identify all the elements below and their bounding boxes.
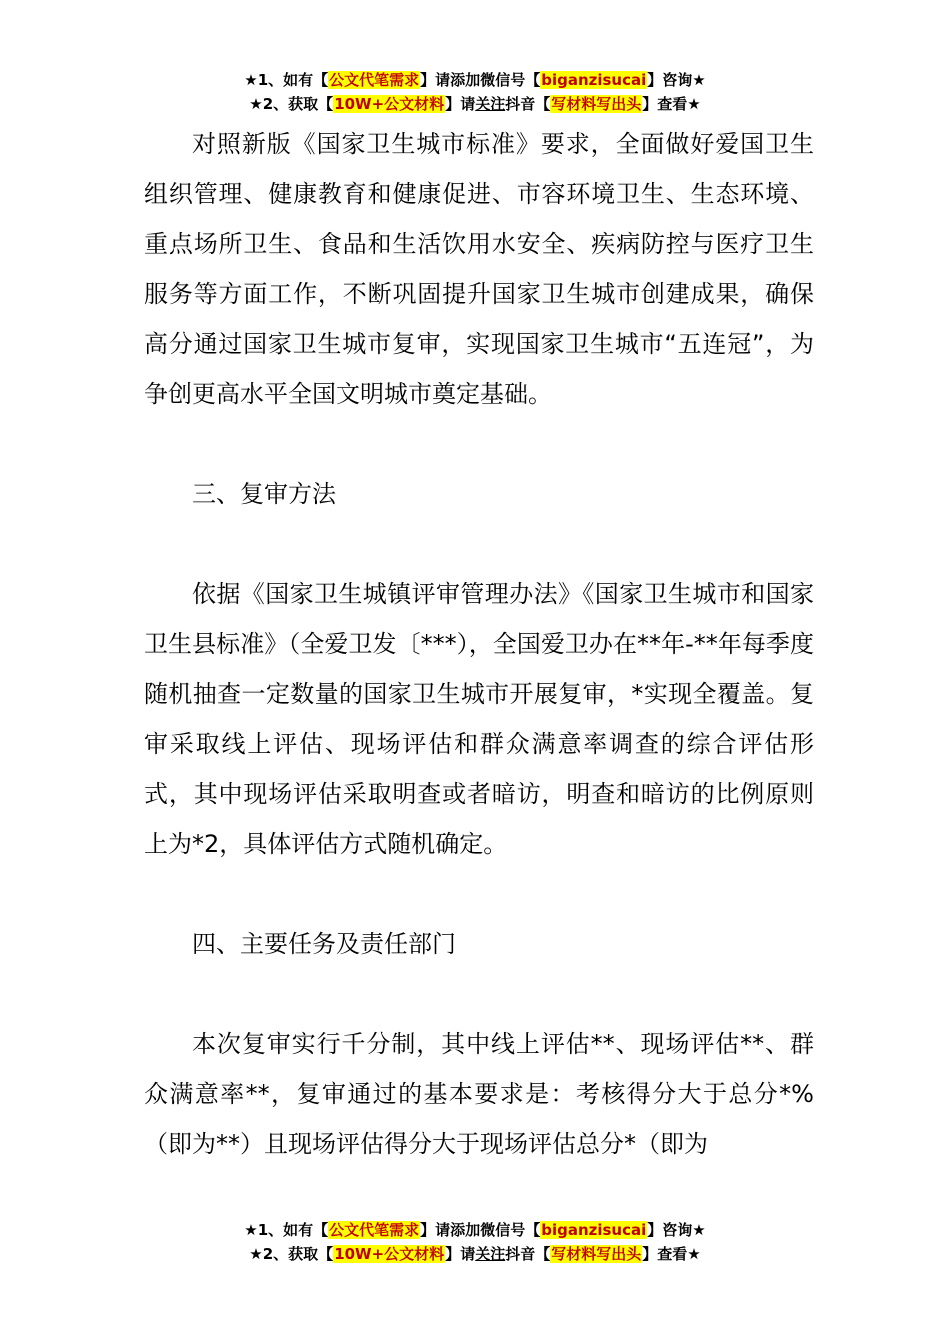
section-heading-3: 三、复审方法 (192, 480, 336, 508)
banner-text: 】咨询★ (647, 71, 706, 89)
banner-text: 抖音【 (505, 95, 551, 113)
banner-text: ★1、如有【 (244, 71, 329, 89)
top-banner (0, 68, 950, 116)
highlight-materials: 10W+公文材料 (334, 95, 445, 113)
highlight-service: 公文代笔需求 (329, 71, 420, 89)
highlight-service: 公文代笔需求 (329, 1221, 420, 1239)
banner-text: ★2、获取【 (249, 95, 334, 113)
banner-line-1 (0, 1218, 950, 1242)
document-body (144, 119, 814, 1169)
paragraph-goal: 对照新版《国家卫生城市标准》要求，全面做好爱国卫生组织管理、健康教育和健康促进、市容环境卫生、生态环境、重点场所卫生、食品和生活饮用水安全、疾病防控与医疗卫生服务等方面工作，不断巩固提升国家卫生城市创建成果，确保高分通过国家卫生城市复审，实现国家卫生城市“五连冠”，为争创更高水平全国文明城市奠定基础。 (144, 130, 814, 408)
paragraph-tasks: 本次复审实行千分制，其中线上评估**、现场评估**、群众满意率**，复审通过的基本要求是：考核得分大于总分*%（即为**）且现场评估得分大于现场评估总分*（即为 (144, 1030, 814, 1158)
banner-emphasis: 关注 (475, 1245, 506, 1263)
banner-emphasis: 关注 (475, 95, 506, 113)
banner-text: 】请 (445, 1245, 476, 1263)
banner-text: 】咨询★ (647, 1221, 706, 1239)
banner-line-1 (0, 68, 950, 92)
section-heading-4: 四、主要任务及责任部门 (192, 930, 456, 958)
bottom-banner (0, 1218, 950, 1266)
banner-text: ★2、获取【 (249, 1245, 334, 1263)
blank-line (144, 969, 814, 1019)
banner-text: 】请 (445, 95, 476, 113)
highlight-douyin: 写材料写出头 (551, 95, 642, 113)
paragraph-method: 依据《国家卫生城镇评审管理办法》《国家卫生城市和国家卫生县标准》（全爱卫发〔***），全国爱卫办在**年-**年每季度随机抽查一定数量的国家卫生城市开展复审，*实现全覆盖。复审采取线上评估、现场评估和群众满意率调查的综合评估形式，其中现场评估采取明查或者暗访，明查和暗访的比例原则上为*2，具体评估方式随机确定。 (144, 580, 814, 858)
banner-text: 微信号【 (480, 71, 541, 89)
banner-text: 】查看★ (642, 95, 701, 113)
banner-text: 】查看★ (642, 1245, 701, 1263)
blank-line (144, 869, 814, 919)
banner-text: ★1、如有【 (244, 1221, 329, 1239)
blank-line (144, 519, 814, 569)
highlight-materials: 10W+公文材料 (334, 1245, 445, 1263)
banner-line-2 (0, 92, 950, 116)
blank-line (144, 419, 814, 469)
banner-text: 】请添 (420, 71, 466, 89)
banner-text: 抖音【 (505, 1245, 551, 1263)
banner-emphasis: 加 (465, 1221, 481, 1239)
banner-emphasis: 加 (465, 71, 481, 89)
highlight-douyin: 写材料写出头 (551, 1245, 642, 1263)
banner-line-2 (0, 1242, 950, 1266)
banner-text: 】请添 (420, 1221, 466, 1239)
highlight-wechat-id: biganzisucai (541, 1221, 647, 1239)
banner-text: 微信号【 (480, 1221, 541, 1239)
highlight-wechat-id: biganzisucai (541, 71, 647, 89)
